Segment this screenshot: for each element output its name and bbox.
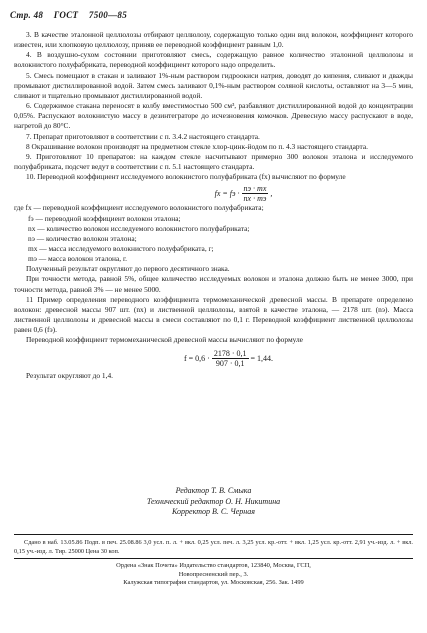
paragraph: 6. Содержимое стакана переносят в колбу вместимостью 500 см³, разбавляют дистиллированной водой до концентрации 0,05%. Распускают волокнистую массу в дезинтеграторе до исчезновения комочков. Древесную массу распускают в воде, нагретой до 80°С. bbox=[14, 101, 413, 131]
publisher-line: Ордена «Знак Почета» Издательство стандартов, 123840, Москва, ГСП, bbox=[116, 562, 311, 569]
paragraph: 11 Пример определения переводного коэффициента термомеханической древесной массы. В препарате определено волокон: древесной массы 907 шт. (nx) и лиственной целлюлозы, взятой в качестве эталона, — 2178 шт. (nэ). Масса лиственной целлюлозы и древесной массы в смеси составляют по 0,1 г. Переводной коэффициент лиственной целлюлозы равен 0,6 (fэ). bbox=[14, 294, 413, 335]
running-header bbox=[10, 10, 135, 20]
publisher-block bbox=[0, 562, 427, 588]
result-line: Результат округляют до 1,4. bbox=[26, 370, 113, 380]
definition: nx — количество волокон исследуемого волокнистого полуфабриката; bbox=[28, 223, 250, 233]
credit-tech-editor: Технический редактор О. Н. Никитина bbox=[146, 496, 281, 506]
definition: fэ — переводной коэффициент волокон эталона; bbox=[28, 213, 181, 223]
paragraph: 4. В воздушно-сухом состоянии приготовляют смесь, содержащую равное количество эталонной целлюлозы и волокнистого полуфабриката, переводной коэффициент которого надо определить. bbox=[14, 50, 413, 70]
imprint-block bbox=[14, 538, 413, 556]
formula-numerator: nэ · mx bbox=[243, 184, 267, 194]
paragraph: При точности метода, равной 5%, общее количество исследуемых волокон и эталона должно быть не менее 3000, при точности метода, равной 3% — не менее 5000. bbox=[14, 274, 413, 294]
definition: mx — масса исследуемого волокнистого полуфабриката, г; bbox=[28, 243, 214, 253]
paragraph: 8 Окрашивание волокон производят на предметном стекле хлор-цинк-йодом по п. 4.3 настоящего стандарта. bbox=[26, 141, 368, 151]
paragraph: 3. В качестве эталонной целлюлозы отбирают целлюлозу, содержащую только один вид волокон, коэффициент которого известен, или хлопковую целлюлозу, приняв ее переводной коэффициент равным 1,0. bbox=[14, 30, 413, 50]
paragraph: Переводной коэффициент термомеханической древесной массы вычисляют по формуле bbox=[26, 335, 303, 345]
formula-tail: , bbox=[270, 189, 273, 199]
paragraph: 9. Приготовляют 10 препаратов: на каждом стекле насчитывают примерно 300 волокон эталона и исследуемого полуфабриката, подсчет ведут в соответствии с п. 5.1 настоящего стандарта. bbox=[14, 151, 413, 172]
formula-lhs: fx = fэ · bbox=[214, 189, 240, 199]
paragraph: 5. Смесь помещают в стакан и заливают 1%-ным раствором гидроокиси натрия, доводят до кипения, сливают и дважды промывают дистиллированной водой. Затем смесь заливают 0,1%-ным раствором соляной кислоты, оставляют на 3—5 мин, сливают и тщательно промывают дистиллированной водой. bbox=[14, 70, 413, 100]
paragraph: 10. Переводной коэффициент исследуемого волокнистого полуфабриката (fx) вычисляют по формуле bbox=[26, 172, 346, 182]
publisher-line: Новопресненский пер., 3. bbox=[178, 570, 249, 578]
page-label: Стр. 48 bbox=[10, 10, 44, 20]
formula-lhs: f = 0,6 · bbox=[183, 353, 210, 363]
definition: nэ — количество волокон эталона; bbox=[28, 233, 137, 243]
imprint-text: Сдано в наб. 13.05.86 Подп. в печ. 25.08.86 3,0 усл. п. л. + вкл. 0,25 усл. печ. л. 3,25 усл. кр.-отт. + вкл. 1,25 усл. кр.-отт. 2,91 уч.-изд. л. + вкл. 0,15 уч.-изд. л. Тир. 25000 Цена 30 коп. bbox=[14, 539, 413, 555]
formula-translation-coefficient bbox=[74, 184, 413, 202]
standard-name: ГОСТ bbox=[53, 10, 79, 20]
formula-fraction bbox=[242, 184, 269, 203]
divider bbox=[14, 534, 413, 535]
formula-example bbox=[44, 349, 413, 369]
paragraph: Полученный результат округляют до первого десятичного знака. bbox=[26, 264, 230, 274]
paragraph: 7. Препарат приготовляют в соответствии с п. 3.4.2 настоящего стандарта. bbox=[26, 131, 260, 141]
divider bbox=[14, 558, 413, 559]
formula-fraction bbox=[212, 349, 249, 368]
formula-denominator: nx · mэ bbox=[243, 194, 267, 204]
editorial-credits bbox=[0, 486, 427, 518]
formula-tail: = 1,44. bbox=[250, 353, 274, 363]
standard-number: 7500—85 bbox=[88, 10, 127, 20]
document-body bbox=[14, 30, 413, 381]
publisher-line: Калужская типография стандартов, ул. Московская, 256. Зак. 1499 bbox=[123, 579, 304, 587]
credit-proofreader: Корректор В. С. Черная bbox=[172, 507, 255, 516]
definition: mэ — масса волокон эталона, г. bbox=[28, 254, 128, 264]
formula-denominator: 907 · 0,1 bbox=[215, 358, 245, 368]
credit-editor: Редактор Т. В. Смыка bbox=[175, 486, 252, 495]
definition: где fx — переводной коэффициент исследуемого волокнистого полуфабриката; bbox=[14, 203, 264, 213]
formula-numerator: 2178 · 0,1 bbox=[213, 348, 247, 358]
